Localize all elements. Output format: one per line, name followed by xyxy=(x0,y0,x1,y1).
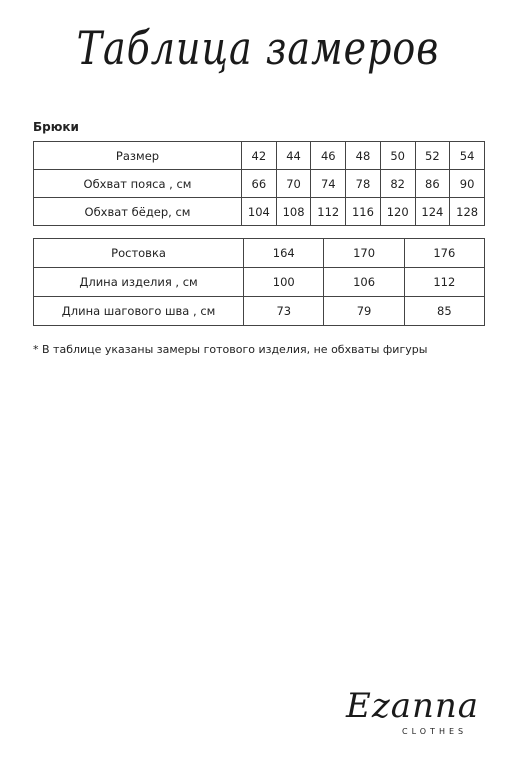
row-label: Длина шагового шва , см xyxy=(34,297,244,326)
row-label: Ростовка xyxy=(34,239,244,268)
table-cell: 108 xyxy=(276,198,311,226)
table-cell: 54 xyxy=(450,142,485,170)
table-cell: 66 xyxy=(242,170,277,198)
table-cell: 78 xyxy=(346,170,381,198)
table-cell: 85 xyxy=(404,297,484,326)
table-row xyxy=(34,198,485,226)
brand-logo xyxy=(336,686,496,746)
footnote: * В таблице указаны замеры готового изделия, не обхваты фигуры xyxy=(33,343,428,356)
table-row xyxy=(34,268,485,297)
table-cell: 86 xyxy=(415,170,450,198)
table-cell: 120 xyxy=(380,198,415,226)
table-cell: 50 xyxy=(380,142,415,170)
table-row xyxy=(34,142,485,170)
table-cell: 46 xyxy=(311,142,346,170)
height-table xyxy=(33,238,485,326)
section-title: Брюки xyxy=(33,120,79,134)
logo-wordmark: Ezanna xyxy=(346,686,480,726)
table-cell: 100 xyxy=(244,268,324,297)
row-label: Обхват бёдер, см xyxy=(34,198,242,226)
table-cell: 70 xyxy=(276,170,311,198)
row-label: Длина изделия , см xyxy=(34,268,244,297)
table-cell: 48 xyxy=(346,142,381,170)
table-cell: 164 xyxy=(244,239,324,268)
row-label: Обхват пояса , см xyxy=(34,170,242,198)
table-cell: 104 xyxy=(242,198,277,226)
table-cell: 74 xyxy=(311,170,346,198)
table-cell: 42 xyxy=(242,142,277,170)
row-label: Размер xyxy=(34,142,242,170)
table-cell: 176 xyxy=(404,239,484,268)
table-cell: 73 xyxy=(244,297,324,326)
table-row xyxy=(34,297,485,326)
table-cell: 106 xyxy=(324,268,404,297)
page-title: Таблица замеров xyxy=(76,22,440,75)
table-row xyxy=(34,170,485,198)
table-cell: 128 xyxy=(450,198,485,226)
table-cell: 52 xyxy=(415,142,450,170)
table-cell: 82 xyxy=(380,170,415,198)
table-cell: 79 xyxy=(324,297,404,326)
table-cell: 112 xyxy=(404,268,484,297)
table-cell: 90 xyxy=(450,170,485,198)
table-cell: 44 xyxy=(276,142,311,170)
size-table xyxy=(33,141,485,226)
table-cell: 116 xyxy=(346,198,381,226)
table-row xyxy=(34,239,485,268)
logo-subtitle: CLOTHES xyxy=(402,727,468,736)
table-cell: 124 xyxy=(415,198,450,226)
table-cell: 112 xyxy=(311,198,346,226)
table-cell: 170 xyxy=(324,239,404,268)
